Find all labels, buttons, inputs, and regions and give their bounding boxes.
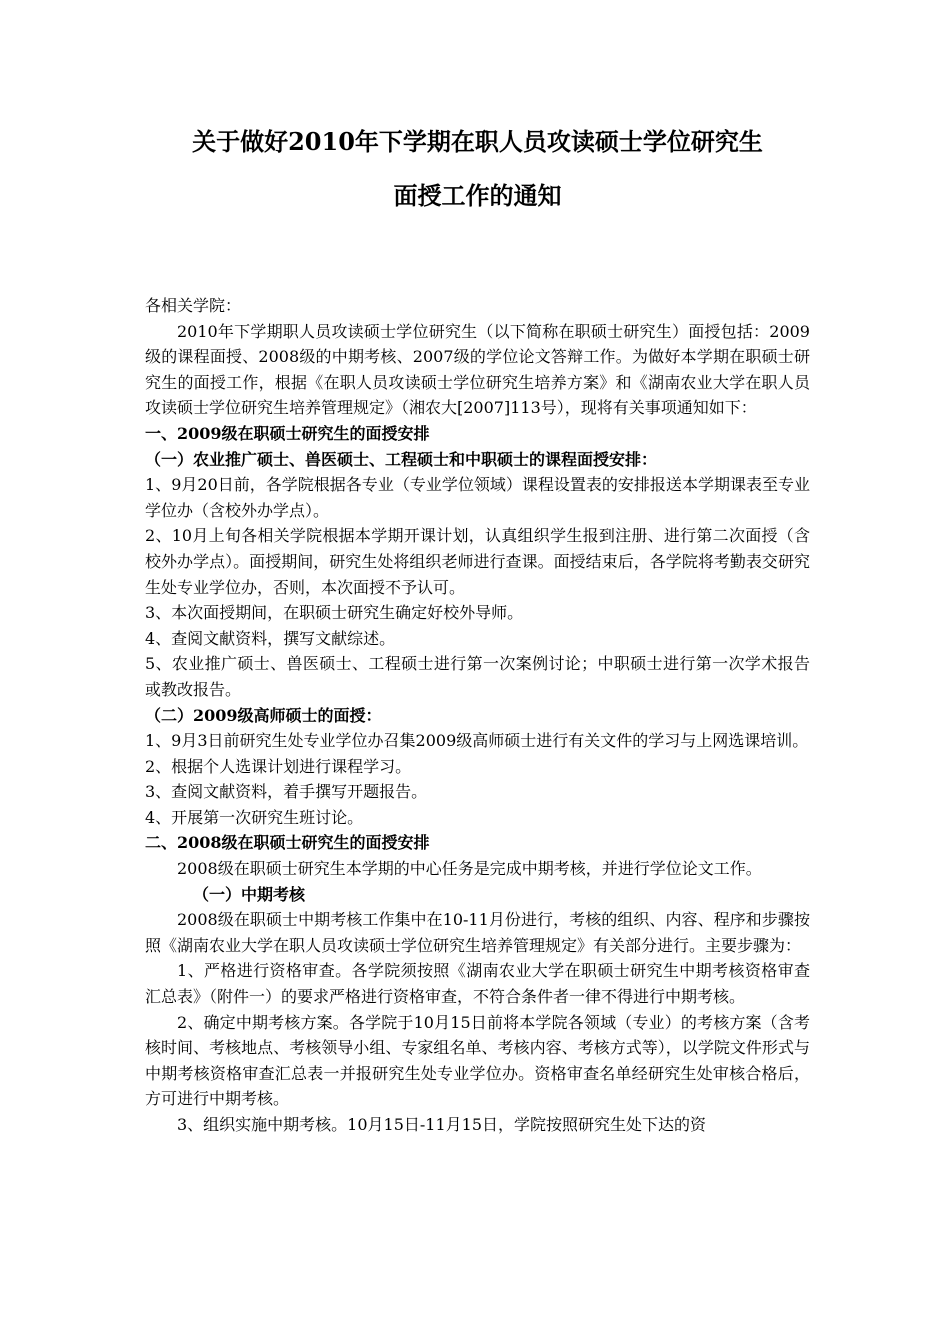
list-item: 3、组织实施中期考核。10月15日-11月15日，学院按照研究生处下达的资 [177, 1115, 707, 1134]
section-2-intro: 2008级在职硕士研究生本学期的中心任务是完成中期考核，并进行学位论文工作。 [177, 859, 762, 879]
document-page [145, 125, 810, 1138]
list-item: 5、农业推广硕士、兽医硕士、工程硕士进行第一次案例讨论；中职硕士进行第一次学术报告或教改报告。 [145, 654, 810, 699]
list-item: 1、严格进行资格审查。各学院须按照《湖南农业大学在职硕士研究生中期考核资格审查汇总表》（附件一）的要求严格进行资格审查，不符合条件者一律不得进行中期考核。 [145, 961, 810, 1007]
section-2-sub-1-heading: （一）中期考核 [193, 884, 306, 904]
list-item: 2、确定中期考核方案。各学院于10月15日前将本学院各领域（专业）的考核方案（含考核时间、考核地点、考核领导小组、专家组名单、考核内容、考核方式等），以学院文件形式与中期考核资格审查汇总表一并报研究生处专业学位办。资格审查名单经研究生处审核合格后，方可进行中期考核。 [145, 1012, 810, 1109]
intro-paragraph: 2010年下学期职人员攻读硕士学位研究生（以下简称在职硕士研究生）面授包括：2009级的课程面授、2008级的中期考核、2007级的学位论文答辩工作。为做好本学期在职硕士研究生的面授工作，根据《在职人员攻读硕士学位研究生培养方案》和《湖南农业大学在职人员攻读硕士学位研究生培养管理规定》（湘农大[2007]113号），现将有关事项通知如下： [145, 321, 810, 418]
document-body [145, 293, 810, 1138]
section-1-sub-2-heading: （二）2009级高师硕士的面授： [145, 705, 382, 725]
salutation: 各相关学院： [145, 296, 242, 315]
section-2-heading: 二、2008级在职硕士研究生的面授安排 [145, 833, 430, 853]
list-item: 1、9月20日前，各学院根据各专业（专业学位领域）课程设置表的安排报送本学期课表至专业学位办（含校外办学点）。 [145, 475, 810, 520]
list-item: 3、查阅文献资料，着手撰写开题报告。 [145, 782, 428, 802]
section-1-sub-1-heading: （一）农业推广硕士、兽医硕士、工程硕士和中职硕士的课程面授安排： [145, 449, 658, 469]
section-1-heading: 一、2009级在职硕士研究生的面授安排 [145, 423, 430, 443]
list-item: 2、10月上旬各相关学院根据本学期开课计划，认真组织学生报到注册、进行第二次面授（含校外办学点）。面授期间，研究生处将组织老师进行查课。面授结束后，各学院将考勤表交研究生处专业学位办，否则，本次面授不予认可。 [145, 526, 810, 597]
list-item: 2、根据个人选课计划进行课程学习。 [145, 756, 412, 776]
list-item: 4、查阅文献资料，撰写文献综述。 [145, 628, 396, 648]
list-item: 1、9月3日前研究生处专业学位办召集2009级高师硕士进行有关文件的学习与上网选课培训。 [145, 731, 809, 751]
section-2-sub-1-intro: 2008级在职硕士中期考核工作集中在10-11月份进行，考核的组织、内容、程序和步骤按照《湖南农业大学在职人员攻读硕士学位研究生培养管理规定》有关部分进行。主要步骤为： [145, 910, 810, 955]
document-title-line-2: 面授工作的通知 [393, 181, 562, 210]
list-item: 3、本次面授期间，在职硕士研究生确定好校外导师。 [145, 603, 524, 623]
document-title-line-1: 关于做好2010年下学期在职人员攻读硕士学位研究生 [192, 127, 763, 156]
list-item: 4、开展第一次研究生班讨论。 [145, 807, 364, 827]
